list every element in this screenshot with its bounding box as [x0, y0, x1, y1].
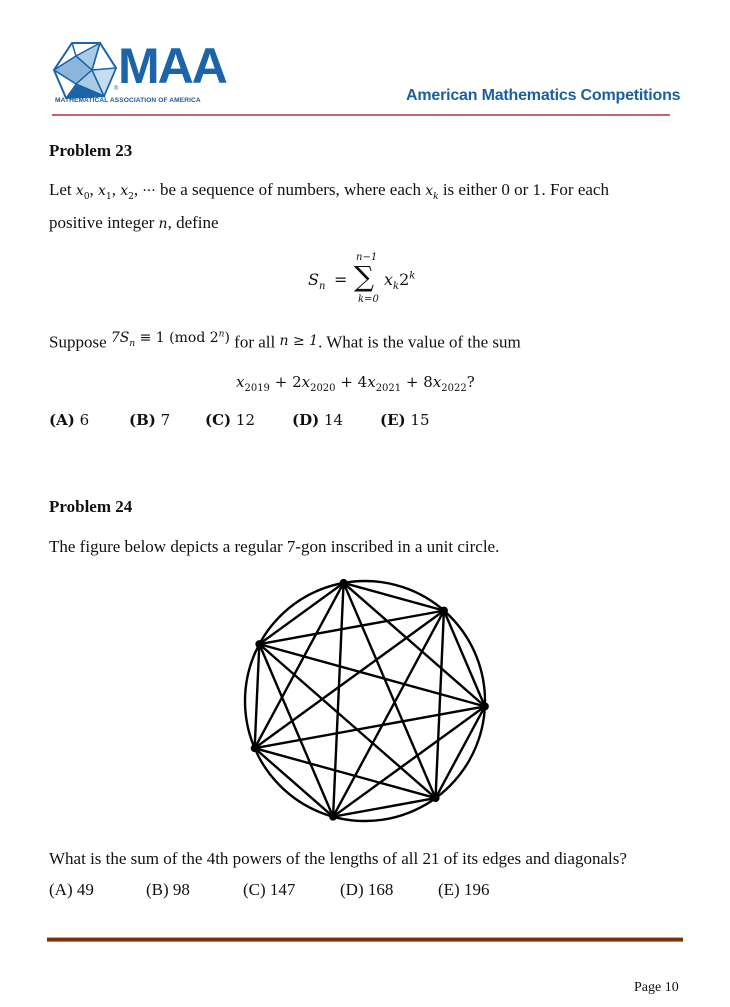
math-one: 1 — [532, 183, 542, 199]
choice-b[interactable]: (B) 98 — [146, 880, 190, 899]
choice-d[interactable]: (D) 168 — [340, 880, 394, 899]
footer-divider — [47, 937, 683, 942]
heptagon-diagonal — [333, 583, 343, 817]
text-for-all: for all — [234, 332, 276, 352]
problem-23-choices — [49, 411, 649, 433]
problem-23-line-2 — [49, 213, 219, 234]
problem-23-line-3 — [49, 330, 521, 359]
heptagon-vertex — [329, 813, 337, 821]
heptagon-vertex — [481, 702, 489, 710]
heptagon-figure — [230, 570, 500, 832]
heptagon-vertex — [440, 607, 448, 615]
heptagon-edge — [259, 583, 343, 644]
problem-24-choices — [49, 880, 649, 902]
text-suppose: Suppose — [49, 332, 107, 352]
math-condition: n ≥ 1 — [279, 332, 319, 349]
logo-letters: MAA — [118, 38, 226, 94]
sum-term-3: $4x_{2021}$ — [357, 373, 402, 394]
sum-symbol: ∑ — [354, 260, 374, 293]
heptagon-diagonal — [333, 706, 485, 816]
heptagon-vertex — [251, 744, 259, 752]
sum-expression — [236, 373, 475, 394]
logo-subtitle: MATHEMATICAL ASSOCIATION OF AMERICA — [55, 97, 201, 104]
math-x1: $x_1$ — [98, 183, 112, 202]
heptagon-diagonal — [436, 611, 444, 798]
text-either: is either 0 or — [442, 180, 529, 199]
sum-upper-limit: n−1 — [356, 252, 378, 263]
choice-a[interactable]: (A) 6 — [49, 411, 90, 429]
text-let: Let — [49, 180, 72, 199]
sum-lower-limit: k=0 — [358, 294, 379, 305]
plus-sign: + — [405, 373, 419, 391]
text-value-of-sum: . What is the value of the sum — [318, 332, 521, 352]
text-for-each: . For each — [541, 180, 609, 199]
icosahedron-logo-icon — [52, 40, 118, 102]
heptagon-vertex — [432, 794, 440, 802]
heptagon-diagonal — [255, 611, 444, 749]
sum-term-1: $x_{2019}$ — [236, 373, 270, 394]
choice-e[interactable]: (E) 15 — [380, 411, 430, 429]
problem-23-line-1: Let $x_0$, $x_1$, $x_2$, ··· be a sequence of numbers, where each $x_k$ is either 0 or 1. For each — [49, 180, 609, 202]
choice-d[interactable]: (D) 14 — [292, 411, 344, 429]
choice-b[interactable]: (B) 7 — [129, 411, 171, 429]
page-number: Page 10 — [634, 980, 679, 995]
math-congruence: 7Sn ≡ 1 (mod 2n) — [110, 329, 230, 349]
heptagon-edge — [255, 644, 260, 748]
text-define: , define — [167, 213, 219, 232]
problem-24-heading: Problem 24 — [49, 497, 133, 516]
sum-term-2: $2x_{2020}$ — [292, 373, 336, 394]
problem-23-heading: Problem 23 — [49, 141, 133, 160]
plus-sign: + — [340, 373, 353, 391]
problem-24-question: What is the sum of the 4th powers of the lengths of all 21 of its edges and diagonals? — [49, 849, 627, 868]
text-sequence: be a sequence of numbers, where each — [159, 180, 421, 199]
choice-c[interactable]: (C) 12 — [205, 411, 256, 429]
choice-e[interactable]: (E) 196 — [438, 880, 490, 899]
heptagon-diagonal — [259, 611, 444, 645]
question-mark: ? — [466, 373, 475, 391]
math-dots: ··· — [142, 183, 156, 199]
formula-equals: = — [334, 270, 348, 289]
heptagon-vertex — [340, 579, 348, 587]
registered-mark: ® — [114, 86, 119, 92]
choice-a[interactable]: (A) 49 — [49, 880, 94, 899]
plus-sign: + — [274, 373, 288, 391]
heptagon-edge — [436, 706, 485, 798]
competition-title: American Mathematics Competitions — [406, 87, 681, 104]
math-x0: $x_0$ — [75, 183, 90, 202]
sum-term: $x_k2^k$ — [384, 270, 416, 293]
heptagon-edge — [444, 611, 485, 707]
header-divider — [52, 114, 670, 116]
formula-lhs: $S_n$ — [308, 270, 326, 293]
heptagon-vertex — [255, 640, 263, 648]
choice-c[interactable]: (C) 147 — [243, 880, 296, 899]
sum-term-4: $8x_{2022}$ — [423, 373, 467, 394]
text-positive-integer: positive integer — [49, 213, 155, 232]
math-xk: $x_k$ — [425, 183, 439, 202]
formula-sn — [308, 250, 418, 310]
math-x2: $x_2$ — [120, 183, 134, 202]
problem-24-intro: The figure below depicts a regular 7-gon inscribed in a unit circle. — [49, 537, 500, 556]
math-n: n — [158, 216, 168, 232]
